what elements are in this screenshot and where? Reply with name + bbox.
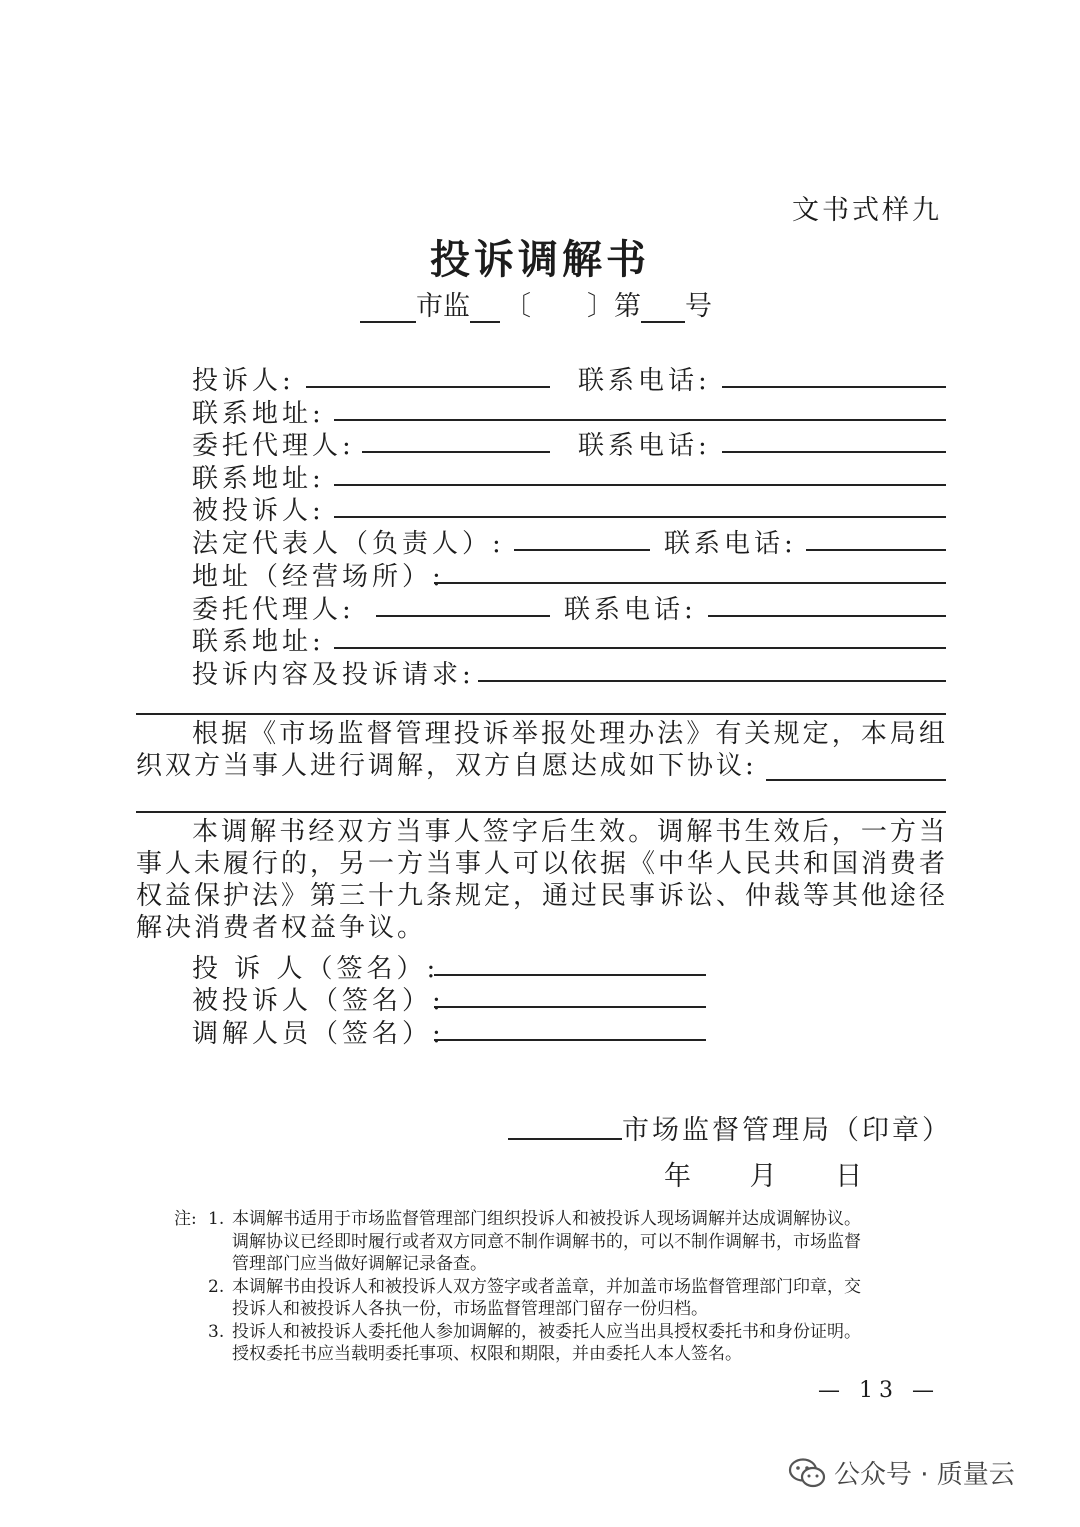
note-line: 授权委托书应当载明委托事项、权限和期限，并由委托人本人签名。: [232, 1344, 742, 1364]
sign-complainant-input[interactable]: [434, 974, 706, 976]
sign-respondent-label: 被投诉人（签名）:: [192, 986, 445, 1016]
respondent-input[interactable]: [334, 516, 946, 518]
wechat-icon: [788, 1457, 826, 1489]
note-item: [174, 1321, 932, 1366]
docno-bracket-open: 〔: [504, 291, 531, 322]
page-number: — 13 —: [818, 1378, 940, 1403]
field-phone-1-label: 联系电话:: [578, 366, 711, 396]
note-line: 本调解书适用于市场监督管理部门组织投诉人和被投诉人现场调解并达成调解协议。: [232, 1209, 861, 1229]
field-business-address-label: 地址（经营场所）:: [192, 562, 445, 592]
address-2-input[interactable]: [334, 484, 946, 486]
field-respondent-label: 被投诉人:: [192, 496, 325, 526]
field-agent-2-label: 委托代理人:: [192, 595, 355, 625]
note-line: 本调解书由投诉人和被投诉人双方签字或者盖章，并加盖市场监督管理部门印章，交: [232, 1276, 861, 1297]
sign-mediator-input[interactable]: [434, 1039, 706, 1041]
docno-city-suffix: 市监: [416, 291, 470, 322]
phone-4-input[interactable]: [708, 615, 946, 617]
form-sample-label: 文书式样九: [792, 195, 942, 226]
sign-respondent-input[interactable]: [434, 1006, 706, 1008]
phone-2-input[interactable]: [722, 451, 946, 453]
address-1-input[interactable]: [334, 419, 946, 421]
date-line: [664, 1154, 862, 1193]
phone-1-input[interactable]: [722, 386, 946, 388]
address-3-input[interactable]: [334, 647, 946, 649]
complainant-input[interactable]: [306, 386, 550, 388]
category-blank[interactable]: [470, 293, 500, 323]
phone-3-input[interactable]: [806, 549, 946, 551]
watermark: [788, 1454, 1015, 1491]
note-line: 投诉人和被投诉人委托他人参加调解的，被委托人应当出具授权委托书和身份证明。: [232, 1321, 861, 1342]
note-text: [232, 1276, 932, 1321]
field-phone-4-label: 联系电话:: [564, 595, 697, 625]
field-phone-2-label: 联系电话:: [578, 431, 711, 461]
field-complaint-content-label: 投诉内容及投诉请求:: [192, 660, 475, 690]
note-number: 1.: [208, 1209, 225, 1229]
note-line: 调解协议已经即时履行或者双方同意不制作调解书的，可以不制作调解书，市场监督: [232, 1231, 861, 1252]
field-legal-rep-label: 法定代表人（负责人）:: [192, 529, 505, 559]
agreement-paragraph: 根据《市场监督管理投诉举报处理办法》有关规定，本局组织双方当事人进行调解，双方自愿达成如下协议:: [136, 719, 948, 781]
sign-mediator-label: 调解人员（签名）:: [192, 1019, 445, 1049]
legal-rep-input[interactable]: [514, 549, 650, 551]
field-agent-1-label: 委托代理人:: [192, 431, 355, 461]
note-line: 管理部门应当做好调解记录备查。: [232, 1254, 487, 1274]
document-number: [360, 284, 712, 323]
complaint-content-input[interactable]: [478, 680, 946, 682]
notes-label: 注:: [174, 1209, 197, 1229]
field-address-1-label: 联系地址:: [192, 399, 325, 429]
field-phone-3-label: 联系电话:: [664, 529, 797, 559]
docno-di: 第: [614, 291, 641, 322]
bureau-stamp-label: 市场监督管理局（印章）: [622, 1115, 952, 1146]
field-complainant-label: 投诉人:: [192, 366, 295, 396]
agent-2-input[interactable]: [376, 615, 550, 617]
field-address-2-label: 联系地址:: [192, 464, 325, 494]
notes-section: [174, 1208, 932, 1366]
complaint-content-input-line-2[interactable]: [136, 713, 946, 715]
page-title: 投诉调解书: [430, 236, 650, 283]
effect-paragraph: 本调解书经双方当事人签字后生效。调解书生效后，一方当事人未履行的，另一方当事人可以依据《中华人民共和国消费者权益保护法》第三十九条规定，通过民事诉讼、仲裁等其他途径解决消费者权益争议。: [136, 817, 949, 943]
field-address-3-label: 联系地址:: [192, 627, 325, 657]
note-number: 3.: [208, 1321, 225, 1342]
date-month: 月: [749, 1161, 777, 1192]
agreement-input[interactable]: [766, 779, 946, 781]
docno-bracket-close: 〕: [587, 291, 614, 322]
date-year: 年: [664, 1161, 691, 1192]
note-item: [174, 1208, 932, 1276]
note-text: [232, 1321, 932, 1366]
agreement-input-line-2[interactable]: [136, 811, 946, 813]
date-day: 日: [835, 1161, 863, 1192]
watermark-text: 公众号 · 质量云: [834, 1460, 1015, 1490]
note-text: [232, 1208, 932, 1276]
note-line: 投诉人和被投诉人各执一份，市场监督管理部门留存一份归档。: [232, 1299, 708, 1319]
docno-hao: 号: [685, 291, 712, 322]
note-item: [174, 1276, 932, 1321]
city-blank[interactable]: [360, 293, 416, 323]
bureau-name-input[interactable]: [508, 1138, 622, 1140]
sign-complainant-label: 投 诉 人（签名）:: [192, 954, 440, 984]
note-number: 2.: [208, 1276, 225, 1297]
business-address-input[interactable]: [434, 582, 946, 584]
agent-1-input[interactable]: [362, 451, 550, 453]
number-blank[interactable]: [641, 293, 685, 323]
